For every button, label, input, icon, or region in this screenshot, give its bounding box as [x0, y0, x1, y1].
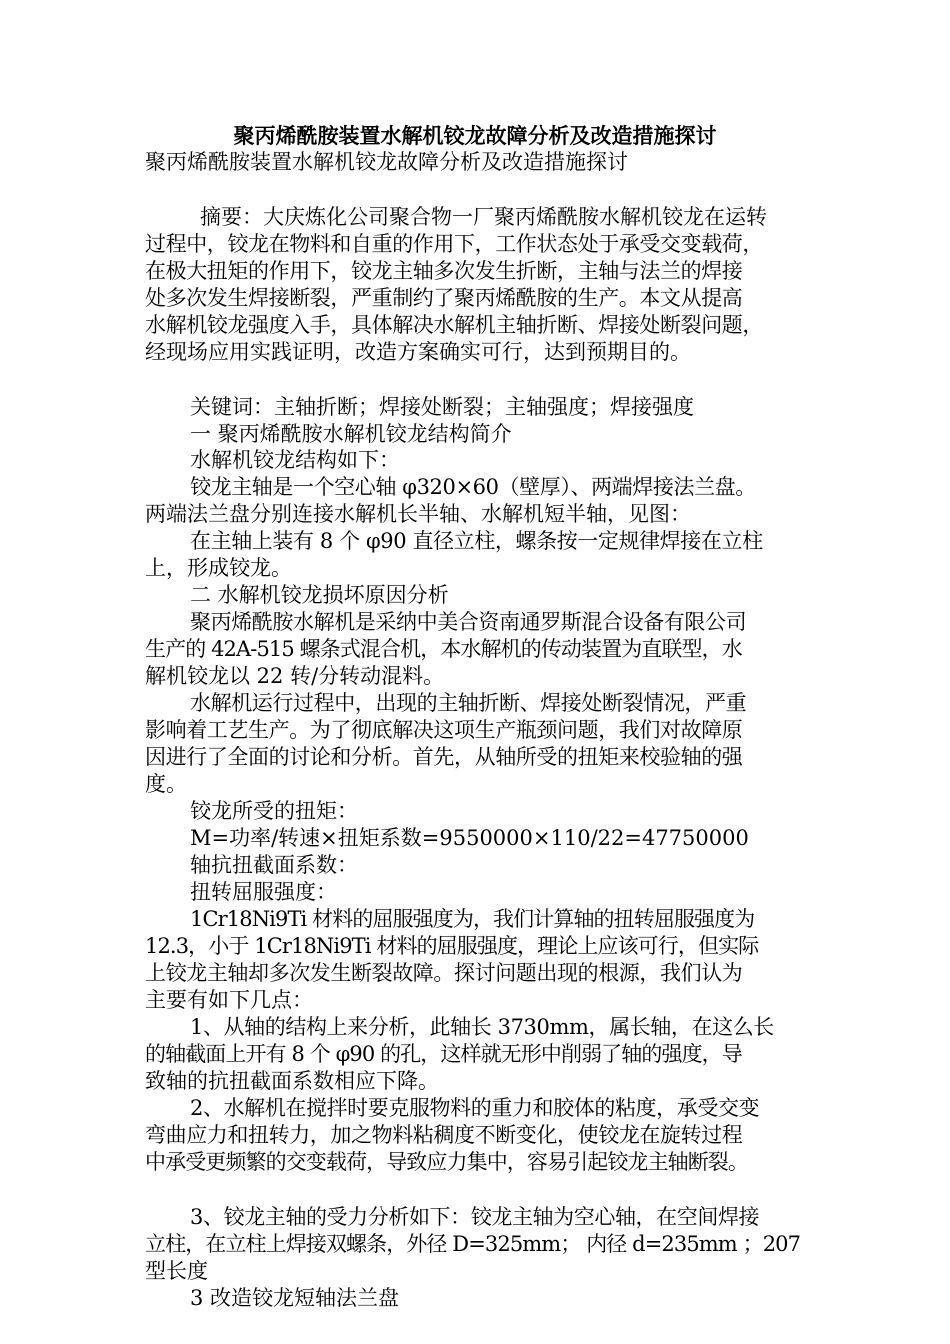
body-line: 铰龙主轴是一个空心轴 φ320×60（壁厚）、两端焊接法兰盘。 — [190, 475, 756, 499]
body-line: 上，形成铰龙。 — [145, 556, 292, 580]
document-title: 聚丙烯酰胺装置水解机铰龙故障分析及改造措施探讨 — [233, 123, 717, 148]
body-line: 1、从轴的结构上来分析，此轴长 3730mm，属长轴，在这么长 — [190, 1015, 774, 1039]
body-line: 上铰龙主轴却多次发生断裂故障。探讨问题出现的根源，我们认为 — [145, 961, 743, 985]
body-line: 扭转屈服强度： — [190, 880, 337, 904]
formula-line: M=功率/转速×扭矩系数=9550000×110/22=47750000 — [190, 826, 749, 850]
body-line: 主要有如下几点： — [145, 988, 313, 1012]
section-heading: 二 水解机铰龙损坏原因分析 — [190, 583, 449, 607]
body-line: 轴抗扭截面系数： — [190, 853, 358, 877]
body-line: 3、铰龙主轴的受力分析如下：铰龙主轴为空心轴，在空间焊接 — [190, 1205, 760, 1229]
body-line: 弯曲应力和扭转力，加之物料粘稠度不断变化，使铰龙在旋转过程 — [145, 1123, 743, 1147]
body-line: 水解机运行过程中，出现的主轴折断、焊接处断裂情况，严重 — [190, 691, 747, 715]
body-line: 影响着工艺生产。为了彻底解决这项生产瓶颈问题，我们对故障原 — [145, 718, 743, 742]
body-line: 12.3，小于 1Cr18Ni9Ti 材料的屈服强度，理论上应该可行，但实际 — [145, 934, 759, 958]
body-line: 立柱，在立柱上焊接双螺条，外径 D=325mm； 内径 d=235mm ；207 — [145, 1232, 801, 1256]
body-line: 度。 — [145, 772, 187, 796]
body-line: 2、水解机在搅拌时要克服物料的重力和胶体的粘度，承受交变 — [190, 1096, 760, 1120]
section-heading: 3 改造铰龙短轴法兰盘 — [190, 1286, 400, 1310]
document-subtitle: 聚丙烯酰胺装置水解机铰龙故障分析及改造措施探讨 — [145, 150, 628, 174]
body-line: 生产的 42A-515 螺条式混合机，本水解机的传动装置为直联型，水 — [145, 637, 742, 661]
body-line: 两端法兰盘分别连接水解机长半轴、水解机短半轴，见图： — [145, 502, 691, 526]
abstract-line: 在极大扭矩的作用下，铰龙主轴多次发生折断，主轴与法兰的焊接 — [145, 259, 743, 283]
abstract-line: 过程中，铰龙在物料和自重的作用下，工作状态处于承受交变载荷， — [145, 232, 763, 256]
body-line: 型长度 — [145, 1259, 208, 1283]
body-line: 解机铰龙以 22 转/分转动混料。 — [145, 664, 445, 688]
body-line: 聚丙烯酰胺水解机是采纳中美合资南通罗斯混合设备有限公司 — [190, 610, 747, 634]
body-line: 的轴截面上开有 8 个 φ90 的孔，这样就无形中削弱了轴的强度，导 — [145, 1042, 742, 1066]
abstract-line: 经现场应用实践证明，改造方案确实可行，达到预期目的。 — [145, 340, 691, 364]
body-line: 1Cr18Ni9Ti 材料的屈服强度为，我们计算轴的扭转屈服强度为 — [190, 907, 755, 931]
body-line: 因进行了全面的讨论和分析。首先，从轴所受的扭矩来校验轴的强 — [145, 745, 743, 769]
body-line: 铰龙所受的扭矩： — [190, 799, 358, 823]
body-line: 中承受更频繁的交变载荷，导致应力集中，容易引起铰龙主轴断裂。 — [145, 1150, 748, 1174]
section-heading: 一 聚丙烯酰胺水解机铰龙结构简介 — [190, 422, 512, 446]
body-line: 在主轴上装有 8 个 φ90 直径立柱，螺条按一定规律焊接在立柱 — [190, 529, 763, 553]
body-line: 致轴的抗扭截面系数相应下降。 — [145, 1069, 439, 1093]
abstract-line: 处多次发生焊接断裂，严重制约了聚丙烯酰胺的生产。本文从提高 — [145, 286, 743, 310]
body-line: 水解机铰龙结构如下： — [190, 448, 400, 472]
keywords-line: 关键词：主轴折断；焊接处断裂；主轴强度；焊接强度 — [190, 395, 694, 419]
abstract-line: 水解机铰龙强度入手，具体解决水解机主轴折断、焊接处断裂问题， — [145, 313, 763, 337]
abstract-line: 摘要：大庆炼化公司聚合物一厂聚丙烯酰胺水解机铰龙在运转 — [200, 205, 767, 229]
